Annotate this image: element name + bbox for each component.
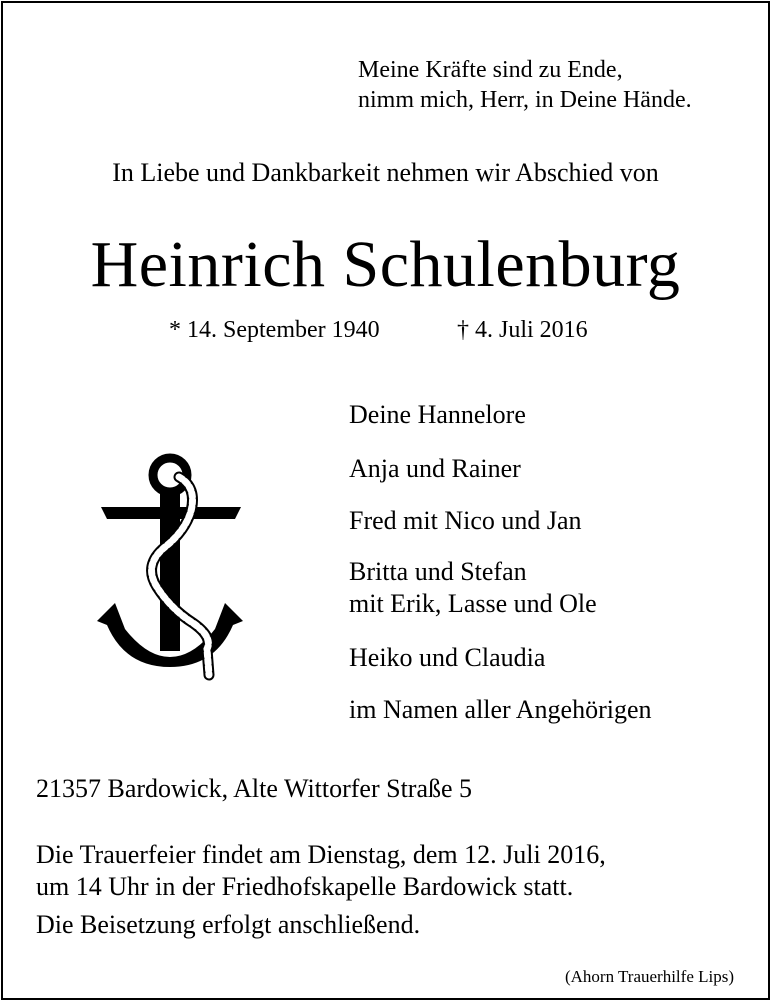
anchor-icon	[95, 453, 255, 683]
mourner-line-7: im Namen aller Angehörigen	[349, 695, 652, 724]
service-line-1: Die Trauerfeier findet am Dienstag, dem 12. Juli 2016,	[36, 840, 606, 869]
mourner-line-5: mit Erik, Lasse und Ole	[349, 589, 597, 618]
mourner-line-1: Deine Hannelore	[349, 400, 526, 429]
service-line-2: um 14 Uhr in der Friedhofskapelle Bardowick statt.	[36, 872, 574, 901]
obituary-notice	[1, 1, 770, 1000]
deceased-name: Heinrich Schulenburg	[90, 228, 681, 301]
mourner-line-3: Fred mit Nico und Jan	[349, 506, 582, 535]
address: 21357 Bardowick, Alte Wittorfer Straße 5	[36, 774, 473, 803]
mourner-line-2: Anja und Rainer	[349, 454, 521, 483]
funeral-home-credit: (Ahorn Trauerhilfe Lips)	[564, 967, 734, 986]
verse-line-1: Meine Kräfte sind zu Ende,	[358, 57, 623, 83]
birth-date: * 14. September 1940	[169, 317, 380, 343]
intro-text: In Liebe und Dankbarkeit nehmen wir Abschied von	[112, 158, 659, 187]
verse	[358, 55, 692, 115]
verse-line-2: nimm mich, Herr, in Deine Hände.	[358, 87, 692, 113]
death-date: † 4. Juli 2016	[457, 317, 588, 343]
mourner-line-6: Heiko und Claudia	[349, 643, 546, 672]
burial-info: Die Beisetzung erfolgt anschließend.	[36, 910, 421, 939]
service-info	[36, 839, 606, 903]
mourner-line-4: Britta und Stefan	[349, 557, 527, 586]
